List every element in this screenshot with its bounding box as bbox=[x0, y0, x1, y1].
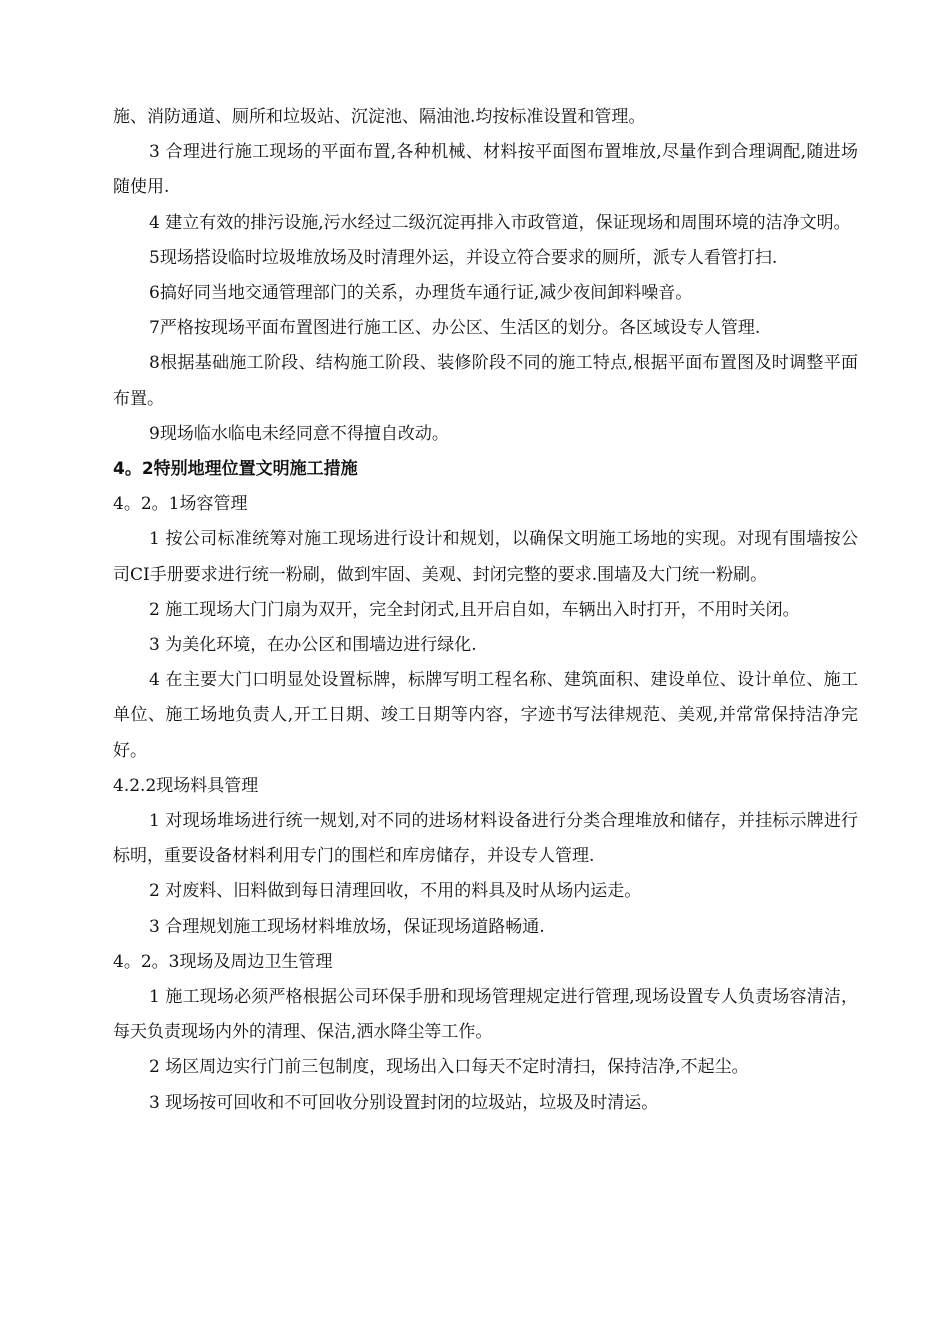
paragraph-item-6: 6搞好同当地交通管理部门的关系，办理货车通行证,减少夜间卸料噪音。 bbox=[149, 283, 693, 304]
paragraph-item-9: 9现场临水临电未经同意不得擅自改动。 bbox=[149, 423, 449, 444]
paragraph-material-item-1: 1 对现场堆场进行统一规划,对不同的进场材料设备进行分类合理堆放和储存，并挂标示牌进行标明，重要设备材料利用专门的围栏和库房储存，并设专人管理. bbox=[113, 811, 858, 867]
paragraph-hygiene-item-2: 2 场区周边实行门前三包制度，现场出入口每天不定时清扫，保持洁净,不起尘。 bbox=[149, 1057, 749, 1078]
paragraph-item-7: 7严格按现场平面布置图进行施工区、办公区、生活区的划分。各区域设专人管理. bbox=[149, 318, 761, 339]
paragraph-item-8: 8根据基础施工阶段、结构施工阶段、装修阶段不同的施工特点,根据平面布置图及时调整平面布置。 bbox=[113, 353, 858, 409]
paragraph-item-5: 5现场搭设临时垃圾堆放场及时清理外运，并设立符合要求的厕所，派专人看管打扫. bbox=[149, 247, 778, 268]
paragraph-hygiene-item-1: 1 施工现场必须严格根据公司环保手册和现场管理规定进行管理,现场设置专人负责场容清洁，每天负责现场内外的清理、保洁,洒水降尘等工作。 bbox=[113, 987, 858, 1043]
paragraph-item-4: 4 建立有效的排污设施,污水经过二级沉淀再排入市政管道，保证现场和周围环境的洁净文明。 bbox=[149, 212, 851, 233]
subsection-heading-4-2-1: 4。2。1场容管理 bbox=[113, 494, 248, 515]
paragraph-site-item-4: 4 在主要大门口明显处设置标牌，标牌写明工程名称、建筑面积、建设单位、设计单位、施工单位、施工场地负责人,开工日期、竣工日期等内容，字迹书写法律规范、美观,并常常保持洁净完好。 bbox=[113, 670, 858, 761]
paragraph-site-item-1: 1 按公司标准统筹对施工现场进行设计和规划，以确保文明施工场地的实现。对现有围墙按公司CI手册要求进行统一粉刷，做到牢固、美观、封闭完整的要求.围墙及大门统一粉刷。 bbox=[113, 529, 858, 585]
paragraph-continuation: 施、消防通道、厕所和垃圾站、沉淀池、隔油池.均按标准设置和管理。 bbox=[113, 107, 646, 127]
paragraph-hygiene-item-3: 3 现场按可回收和不可回收分别设置封闭的垃圾站，垃圾及时清运。 bbox=[149, 1092, 659, 1113]
paragraph-item-3: 3 合理进行施工现场的平面布置,各种机械、材料按平面图布置堆放,尽量作到合理调配,随进场随使用. bbox=[113, 142, 858, 198]
paragraph-material-item-2: 2 对废料、旧料做到每日清理回收，不用的料具及时从场内运走。 bbox=[149, 881, 642, 902]
subsection-heading-4-2-2: 4.2.2现场料具管理 bbox=[113, 775, 259, 796]
paragraph-site-item-3: 3 为美化环境，在办公区和围墙边进行绿化. bbox=[149, 635, 477, 656]
paragraph-site-item-2: 2 施工现场大门门扇为双开，完全封闭式,且开启自如，车辆出入时打开，不用时关闭。 bbox=[149, 599, 800, 620]
paragraph-material-item-3: 3 合理规划施工现场材料堆放场，保证现场道路畅通. bbox=[149, 916, 545, 937]
document-page bbox=[113, 100, 858, 1121]
section-heading-4-2: 4。2特别地理位置文明施工措施 bbox=[113, 459, 358, 480]
subsection-heading-4-2-3: 4。2。3现场及周边卫生管理 bbox=[113, 951, 333, 972]
